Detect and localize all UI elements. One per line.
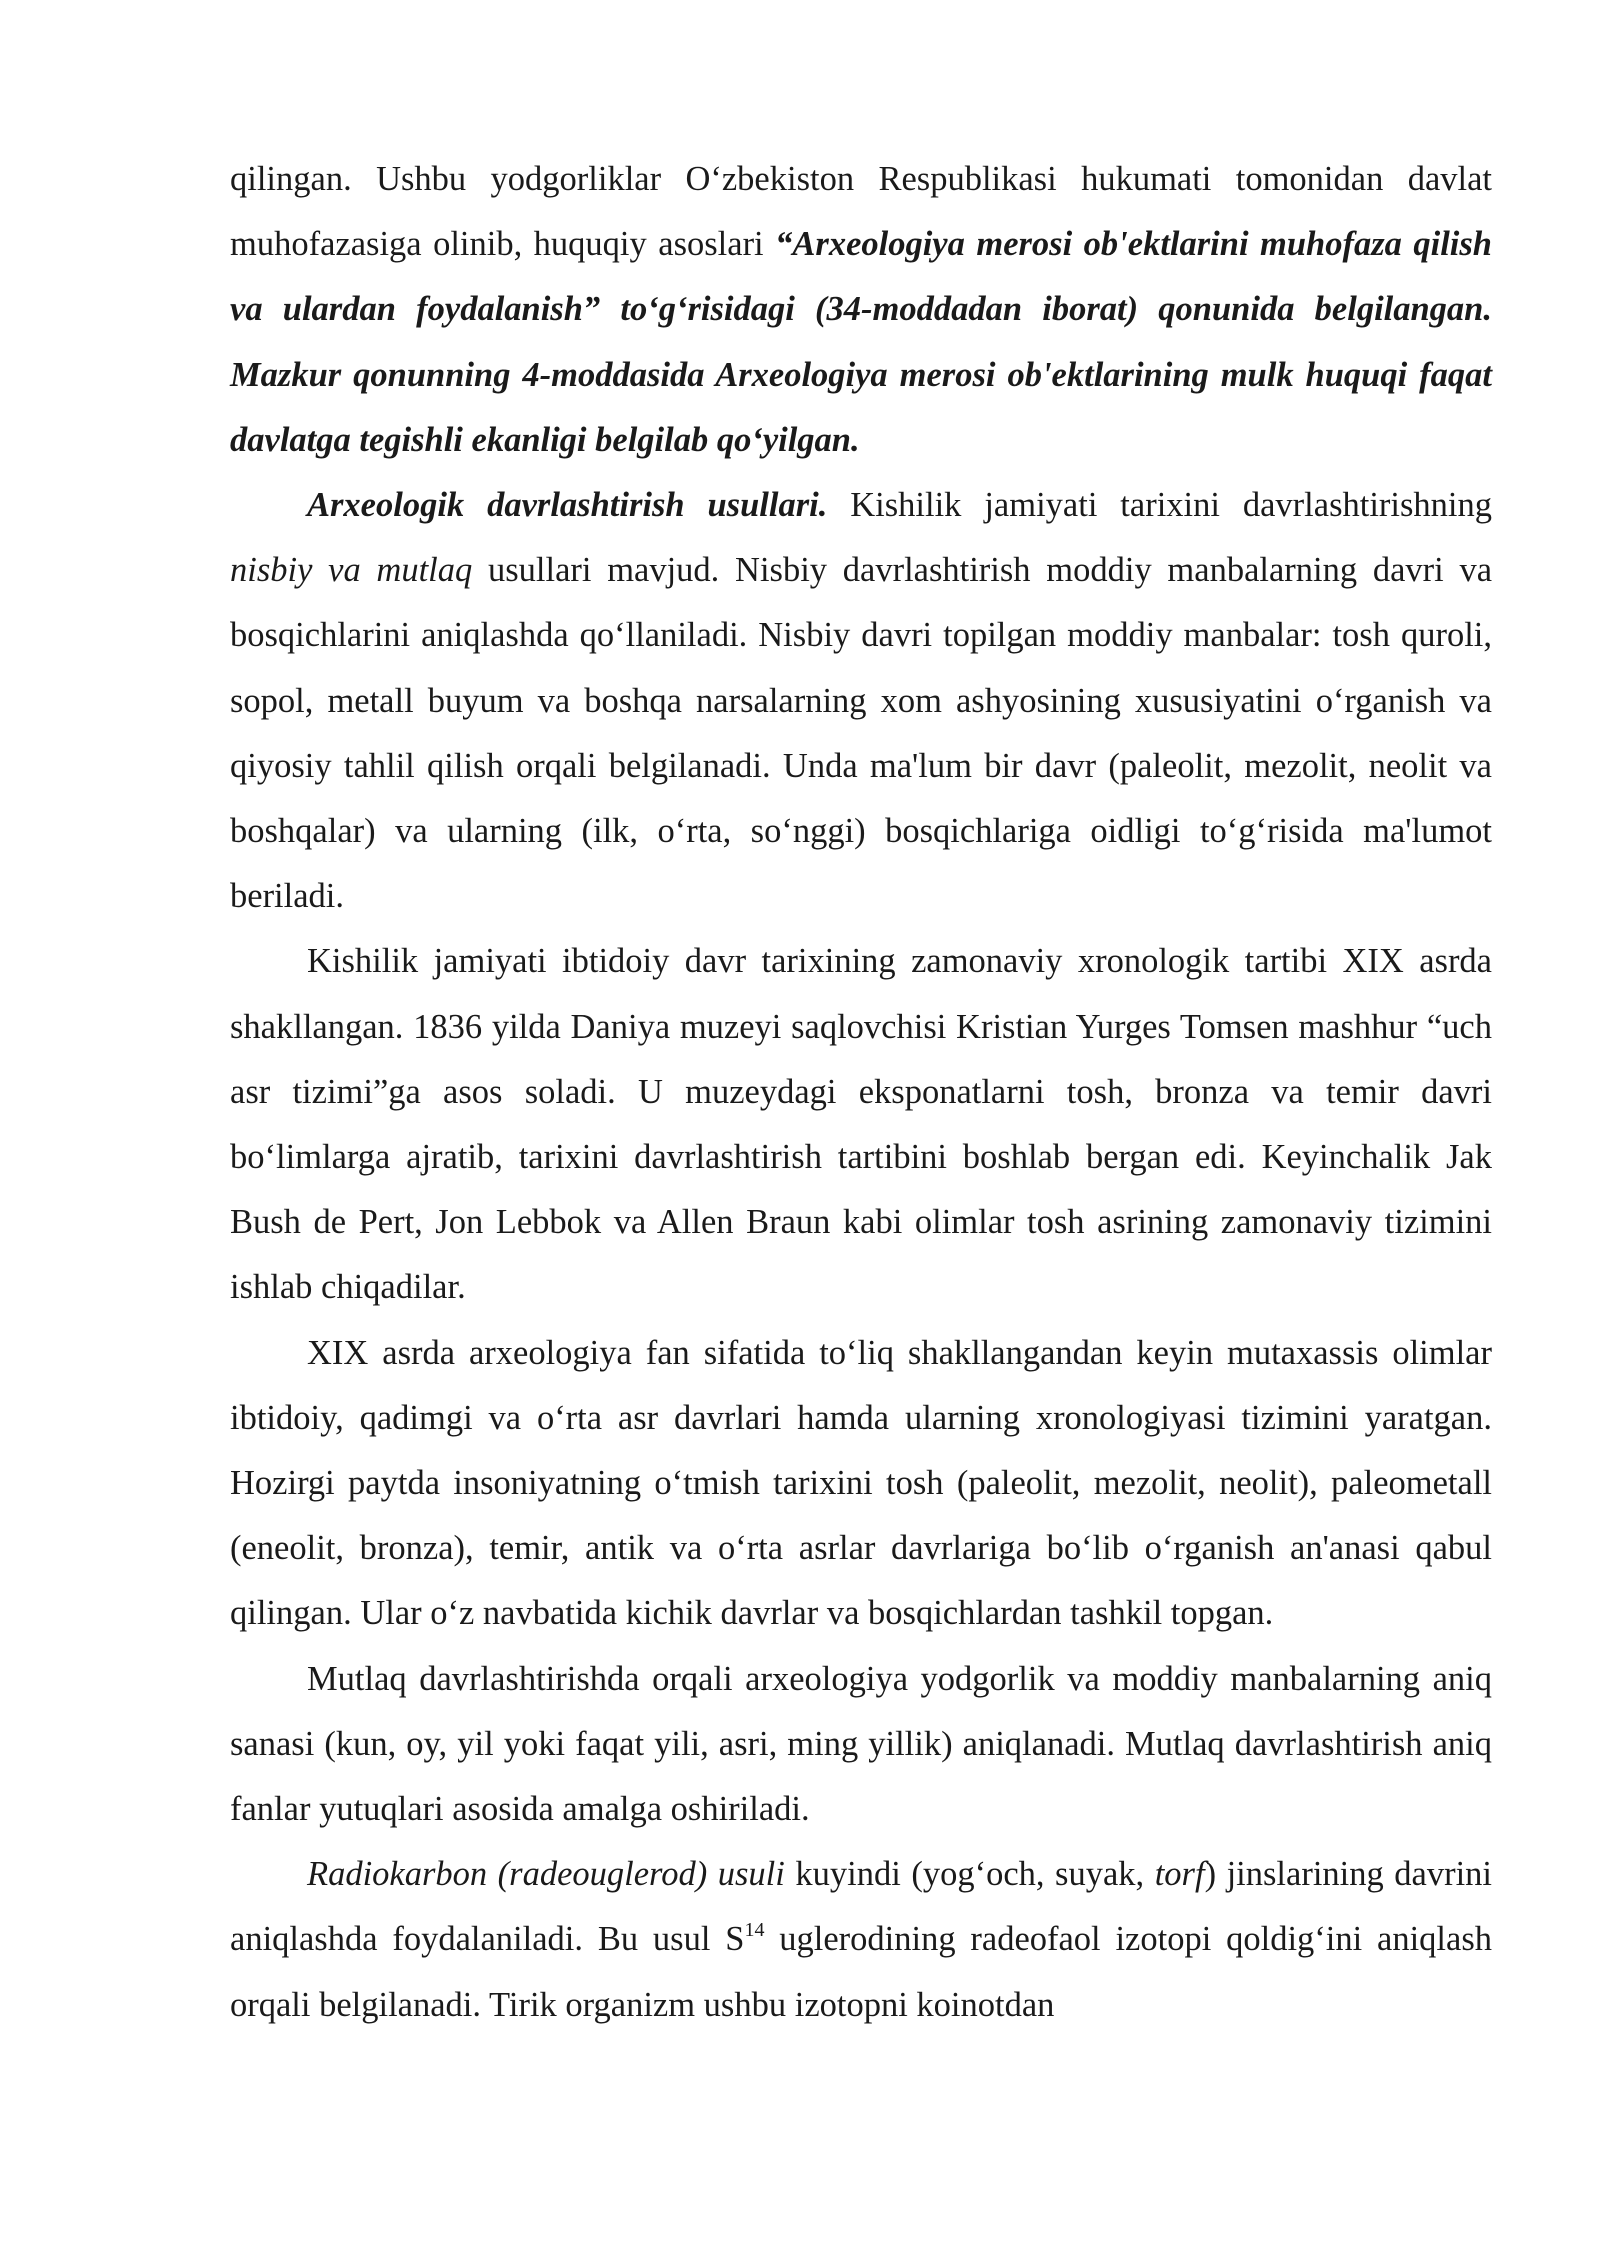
paragraph-absolute-dating: Mutlaq davrlashtirishda orqali arxeologiya yodgorlik va moddiy manbalarning aniq sanasi (kun, oy, yil yoki faqat yili, asri, ming yillik) aniqlanadi. Mutlaq davrlashtirish aniq fanlar yutuqlari asosida amalga oshiriladi. (230, 1659, 1492, 1829)
document-page (230, 147, 1492, 2038)
paragraph-radiocarbon (230, 1842, 1492, 2038)
italic-term: nisbiy va mutlaq (230, 551, 473, 590)
law-title-emphasis: “Arxeologiya merosi ob'ektlarini muhofaza qilish va ulardan foydalanish” to‘g‘risidagi (34-moddadan iborat) qonunida belgilangan. Mazkur qonunning 4-moddasida Arxeologiya merosi ob'ektlarining mulk huquqi faqat davlatga tegishli ekanligi belgilab qo‘yilgan. (230, 225, 1492, 459)
paragraph-law-reference (230, 147, 1492, 473)
text-run: ) jinslarining davrini aniqlashda foydalaniladi. Bu usul S (230, 1855, 1493, 1959)
paragraph-chronology: XIX asrda arxeologiya fan sifatida to‘liq shakllangandan keyin mutaxassis olimlar ibtidoiy, qadimgi va o‘rta asr davrlari hamda ularning xronologiyasi tizimini yaratgan. Hozirgi paytda insoniyatning o‘tmish tarixini tosh (paleolit, mezolit, neolit), paleometall (eneolit, bronza), temir, antik va o‘rta asrlar davrlariga bo‘lib o‘rganish an'anasi qabul qilingan. Ular o‘z navbatida kichik davrlar va bosqichlardan tashkil topgan. (230, 1333, 1492, 1633)
section-heading: Arxeologik davrlashtirish usullari. (307, 486, 828, 525)
text-run: uglerodining radeofaol izotopi qoldig‘ini aniqlash orqali belgilanadi. Tirik organizm ushbu izotopni koinotdan (230, 1920, 1492, 2024)
text-run: usullari mavjud. Nisbiy davrlashtirish moddiy manbalarning davri va bosqichlarini aniqlashda qo‘llaniladi. Nisbiy davri topilgan moddiy manbalar: tosh quroli, sopol, metall buyum va boshqa narsalarning xom ashyosining xususiyatini o‘rganish va qiyosiy tahlil qilish orqali belgilanadi. Unda ma'lum bir davr (paleolit, mezolit, neolit va boshqalar) va ularning (ilk, o‘rta, so‘nggi) bosqichlariga oidligi to‘g‘risida ma'lumot beriladi. (230, 551, 1493, 916)
paragraph-three-age-system: Kishilik jamiyati ibtidoiy davr tarixining zamonaviy xronologik tartibi XIX asrda shakllangan. 1836 yilda Daniya muzeyi saqlovchisi Kristian Yurges Tomsen mashhur “uch asr tizimi”ga asos soladi. U muzeydagi eksponatlarni tosh, bronza va temir davri bo‘limlarga ajratib, tarixini davrlashtirish tartibini boshlab bergan edi. Keyinchalik Jak Bush de Pert, Jon Lebbok va Allen Braun kabi olimlar tosh asrining zamonaviy tizimini ishlab chiqadilar. (230, 942, 1492, 1307)
italic-term: Radiokarbon (radeouglerod) usuli (307, 1855, 785, 1894)
paragraph-dating-methods (230, 473, 1492, 929)
text-run: Kishilik jamiyati tarixini davrlashtirishning (827, 486, 1492, 525)
text-run: qilingan. Ushbu yodgorliklar O‘zbekiston Respublikasi hukumati tomonidan davlat muhofazasiga olinib, huquqiy asoslari (230, 160, 1492, 264)
text-run: kuyindi (yog‘och, suyak, (784, 1855, 1155, 1894)
isotope-superscript: 14 (744, 1919, 765, 1942)
italic-term: torf (1154, 1855, 1205, 1894)
